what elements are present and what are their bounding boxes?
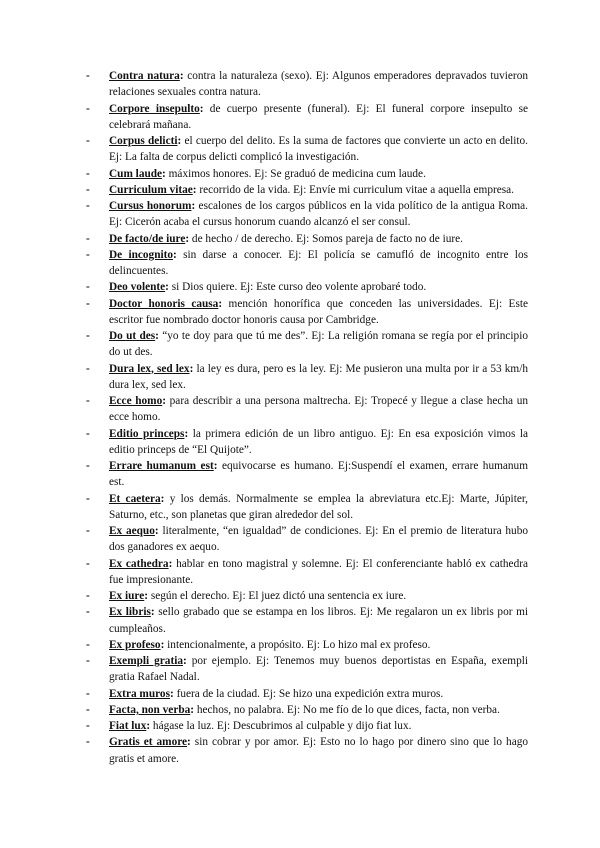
entry-colon: : (150, 606, 155, 619)
list-item (86, 101, 528, 134)
entry-colon: : (185, 232, 190, 245)
list-item (86, 328, 528, 361)
entry-text: el cuerpo del delito. Es la suma de factores que convierte un acto en delito. Ej: La falta de corpus delicti complicó la investigación. (109, 135, 528, 164)
list-item (86, 637, 528, 653)
entry-term: Dura lex, sed lex (109, 362, 190, 375)
list-item (86, 198, 528, 231)
entry-text: la primera edición de un libro antiguo. Ej: En esa exposición vimos la editio princeps de “El Quijote”. (109, 427, 528, 456)
entry-colon: : (169, 687, 174, 700)
entry-text: literalmente, “en igualdad” de condiciones. Ej: En el premio de literatura hubo dos ganadores ex aequo. (109, 525, 528, 554)
entry-text: equivocarse es humano. Ej:Suspendí el examen, errare humanum est. (109, 460, 528, 489)
list-item (86, 686, 528, 702)
entry-colon: : (179, 70, 184, 82)
entry-term: Corpus delicti (109, 135, 178, 147)
entry-term: Deo volente (109, 281, 166, 294)
entry-term: Cursus honorum (109, 200, 192, 212)
entry-colon: : (160, 492, 165, 505)
entry-term: De facto/de iure (109, 232, 186, 245)
entry-text: sin cobrar y por amor. Ej: Esto no lo hago por dinero sino que lo hago gratis et amore. (109, 736, 529, 765)
entry-term: Curriculum vitae (109, 183, 193, 196)
list-item (86, 133, 528, 166)
entry-text: y los demás. Normalmente se emplea la abreviatura etc.Ej: Marte, Júpiter, Saturno, etc., son planetas que giran alrededor del sol. (109, 492, 528, 521)
list-item (86, 231, 528, 247)
entry-colon: : (173, 248, 177, 261)
list-item (86, 393, 528, 426)
entry-text: contra la naturaleza (sexo). Ej: Algunos emperadores depravados tuvieron relaciones sexuales contra natura. (109, 70, 528, 99)
list-item (86, 588, 528, 604)
list-item (86, 279, 528, 295)
list-item (86, 491, 528, 524)
entry-colon: : (155, 330, 159, 342)
entry-text: “yo te doy para que tú me des”. Ej: La religión romana se regía por el principio do ut des. (109, 330, 528, 359)
list-item (86, 426, 528, 459)
list-item (86, 702, 528, 718)
entry-term: Ex cathedra (109, 557, 169, 570)
entry-term: Et caetera (109, 492, 161, 505)
entry-term: Facta, non verba (109, 703, 191, 716)
list-item (86, 182, 528, 198)
entry-term: Ex iure (109, 590, 145, 602)
entry-term: De incognito (109, 248, 174, 261)
list-item (86, 247, 528, 280)
entry-term: Contra natura (109, 70, 180, 82)
entry-colon: : (183, 655, 187, 667)
entry-term: Doctor honoris causa (109, 297, 219, 310)
list-item (86, 718, 528, 734)
entry-term: Ex libris (109, 606, 151, 619)
list-item (86, 68, 528, 101)
list-item (86, 604, 528, 637)
entry-colon: : (168, 557, 173, 570)
entry-term: Ex aequo (109, 525, 155, 537)
entry-text: sello grabado que se estampa en los libros. Ej: Me regalaron un ex libris por mi cumpleaños. (109, 606, 528, 635)
entry-colon: : (184, 427, 189, 440)
entry-text: la ley es dura, pero es la ley. Ej: Me pusieron una multa por ir a 53 km/h dura lex, sed lex. (109, 362, 528, 391)
entry-text: según el derecho. Ej: El juez dictó una sentencia ex iure. (148, 590, 407, 602)
entry-text: hágase la luz. Ej: Descubrimos al culpable y dijo fiat lux. (150, 720, 412, 732)
entry-colon: : (213, 460, 218, 472)
list-item (86, 296, 528, 329)
entry-colon: : (191, 200, 196, 212)
entry-colon: : (187, 736, 191, 749)
entry-term: Ex profeso (109, 638, 161, 651)
list-item (86, 166, 528, 182)
entry-colon: : (189, 362, 194, 375)
entry-text: fuera de la ciudad. Ej: Se hizo una expedición extra muros. (173, 687, 444, 700)
entry-colon: : (162, 395, 166, 407)
entry-colon: : (160, 638, 165, 651)
entry-colon: : (162, 167, 166, 180)
entry-text: si Dios quiere. Ej: Este curso deo volente aprobaré todo. (168, 281, 427, 294)
entry-text: sin darse a conocer. Ej: El policía se camufló de incognito entre los delincuentes. (109, 248, 528, 277)
entry-colon: : (165, 281, 169, 294)
entry-colon: : (218, 297, 223, 310)
entry-colon: : (177, 135, 182, 147)
entry-text: recorrido de la vida. Ej: Envíe mi curriculum vitae a aquella empresa. (196, 183, 514, 196)
entry-text: de cuerpo presente (funeral). Ej: El funeral corpore insepulto se celebrará mañana. (109, 102, 528, 131)
list-item (86, 458, 528, 491)
entry-term: Cum laude (109, 167, 163, 180)
entry-colon: : (199, 102, 204, 115)
entry-colon: : (144, 590, 149, 602)
latin-expressions-list (86, 68, 528, 767)
entry-colon: : (190, 703, 195, 716)
entry-text: escalones de los cargos públicos en la vida político de la antigua Roma. Ej: Cicerón acaba el cursus honorum cuando alcanzó el ser consul. (109, 200, 528, 229)
entry-text: intencionalmente, a propósito. Ej: Lo hizo mal ex profeso. (164, 638, 431, 651)
list-item (86, 361, 528, 394)
list-item (86, 734, 528, 767)
entry-colon: : (146, 720, 151, 732)
list-item (86, 556, 528, 589)
entry-term: Editio princeps (109, 427, 185, 440)
entry-text: hablar en tono magistral y solemne. Ej: El conferenciante habló ex cathedra fue impresionante. (109, 557, 528, 586)
list-item (86, 653, 528, 686)
entry-text: por ejemplo. Ej: Tenemos muy buenos deportistas en España, exempli gratia Rafael Nadal. (109, 655, 528, 684)
entry-term: Do ut des (109, 330, 156, 342)
entry-colon: : (154, 525, 159, 537)
entry-text: de hecho / de derecho. Ej: Somos pareja de facto no de iure. (189, 232, 463, 245)
list-item (86, 523, 528, 556)
entry-text: para describir a una persona maltrecha. Ej: Tropecé y llegue a clase hecha un ecce homo. (109, 395, 528, 424)
entry-text: mención honorífica que conceden las universidades. Ej: Este escritor fue nombrado doctor honoris causa por Cambridge. (109, 297, 529, 326)
entry-term: Errare humanum est (109, 460, 214, 472)
entry-term: Corpore insepulto (109, 102, 200, 115)
entry-term: Extra muros (109, 687, 170, 700)
entry-term: Gratis et amore (109, 736, 188, 749)
entry-colon: : (192, 183, 197, 196)
entry-term: Ecce homo (109, 395, 163, 407)
entry-term: Exempli gratia (109, 655, 184, 667)
entry-text: máximos honores. Ej: Se graduó de medicina cum laude. (165, 167, 426, 180)
entry-term: Fiat lux (109, 720, 147, 732)
entry-text: hechos, no palabra. Ej: No me fío de lo que dices, facta, non verba. (194, 703, 500, 716)
